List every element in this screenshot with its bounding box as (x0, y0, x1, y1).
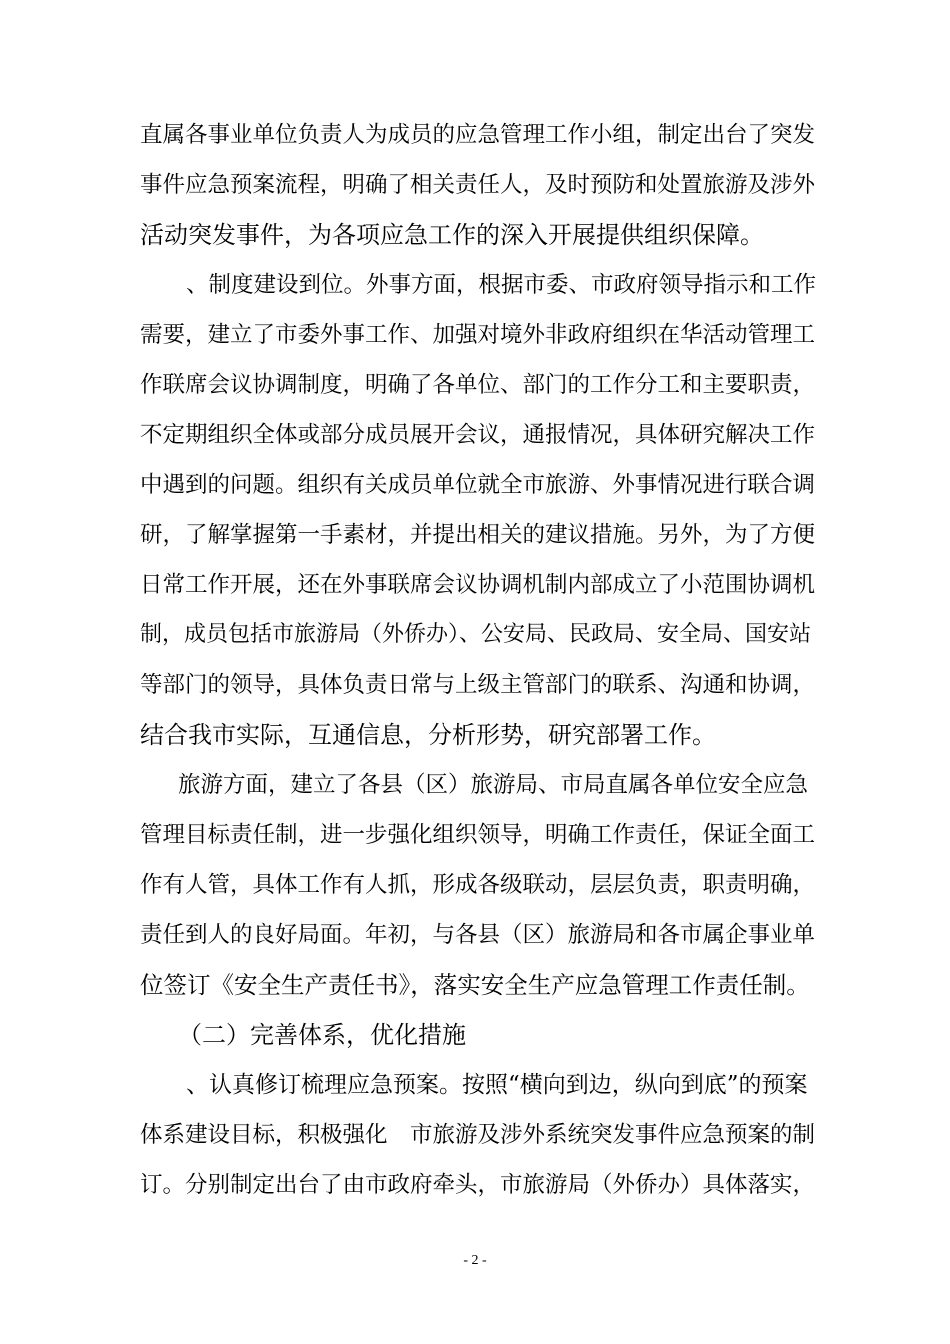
paragraph-2-line-4: 不定期组织全体或部分成员展开会议，通报情况，具体研究解决工作 (140, 422, 816, 448)
paragraph-4-line-1: 、认真修订梳理应急预案。按照“横向到边，纵向到底”的预案 (186, 1072, 808, 1098)
paragraph-2-line-9: 等部门的领导，具体负责日常与上级主管部门的联系、沟通和协调， (140, 672, 816, 698)
paragraph-1-line-2: 事件应急预案流程，明确了相关责任人，及时预防和处置旅游及涉外 (140, 172, 816, 198)
paragraph-2-line-7: 日常工作开展，还在外事联席会议协调机制内部成立了小范围协调机 (140, 572, 816, 598)
paragraph-2-line-5: 中遇到的问题。组织有关成员单位就全市旅游、外事情况进行联合调 (140, 472, 816, 498)
paragraph-1-line-1: 直属各事业单位负责人为成员的应急管理工作小组，制定出台了突发 (140, 122, 816, 148)
paragraph-4-line-3: 订。分别制定出台了由市政府牵头，市旅游局（外侨办）具体落实， (140, 1172, 816, 1198)
paragraph-3-line-3: 作有人管，具体工作有人抓，形成各级联动，层层负责，职责明确， (140, 872, 816, 898)
paragraph-3-line-5: 位签订《安全生产责任书》，落实安全生产应急管理工作责任制。 (140, 971, 810, 999)
section-heading: （二）完善体系，优化措施 (178, 1021, 466, 1049)
paragraph-2-line-3: 作联席会议协调制度，明确了各单位、部门的工作分工和主要职责， (140, 372, 816, 398)
paragraph-3-line-4: 责任到人的良好局面。年初，与各县（区）旅游局和各市属企事业单 (140, 922, 816, 948)
paragraph-2-line-1: 、制度建设到位。外事方面，根据市委、市政府领导指示和工作 (186, 272, 817, 298)
paragraph-3-line-2: 管理目标责任制，进一步强化组织领导，明确工作责任，保证全面工 (140, 822, 816, 848)
paragraph-2-line-8: 制，成员包括市旅游局（外侨办）、公安局、民政局、安全局、国安站 (140, 622, 812, 647)
paragraph-4-line-2: 体系建设目标，积极强化 市旅游及涉外系统突发事件应急预案的制 (140, 1122, 816, 1148)
page-number: - 2 - (463, 1253, 487, 1268)
paragraph-2-line-10: 结合我市实际，互通信息，分析形势，研究部署工作。 (140, 721, 716, 749)
paragraph-2-line-2: 需要，建立了市委外事工作、加强对境外非政府组织在华活动管理工 (140, 322, 816, 348)
paragraph-3-line-1: 旅游方面，建立了各县（区）旅游局、市局直属各单位安全应急 (178, 772, 809, 798)
paragraph-1-line-3: 活动突发事件，为各项应急工作的深入开展提供组织保障。 (140, 221, 764, 249)
paragraph-2-line-6: 研，了解掌握第一手素材，并提出相关的建议措施。另外，为了方便 (140, 522, 816, 548)
